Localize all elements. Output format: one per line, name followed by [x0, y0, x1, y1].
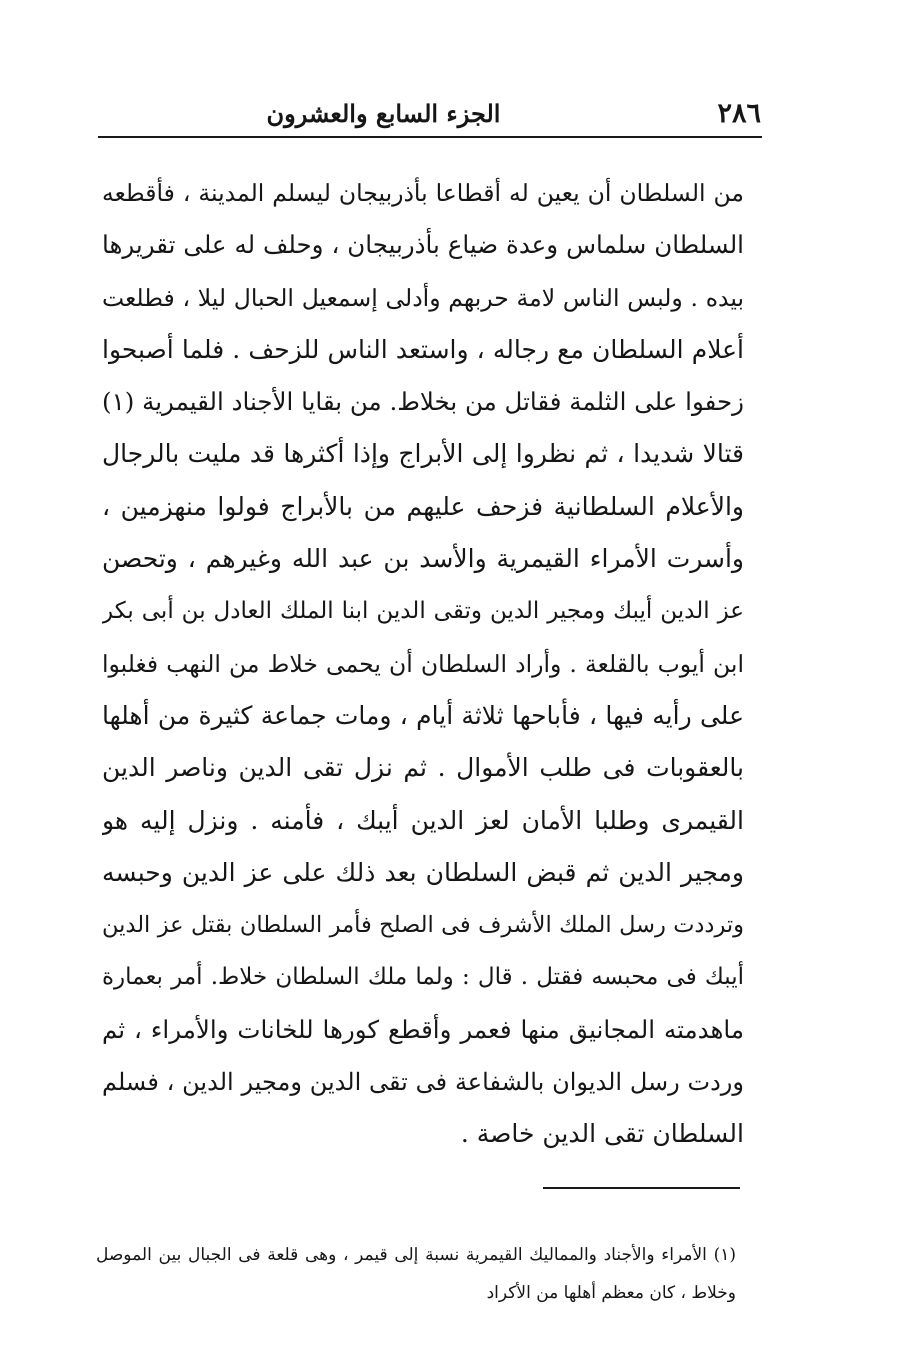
footnote — [96, 1236, 736, 1312]
text-line: عز الدين أيبك ومجير الدين وتقى الدين ابنا الملك العادل بن أبى بكر — [102, 598, 744, 625]
page-number: ٢٨٦ — [717, 98, 761, 129]
text-line: ابن أيوب بالقلعة . وأراد السلطان أن يحمى خلاط من النهب فغلبوا — [102, 649, 744, 678]
text-line: القيمرى وطلبا الأمان لعز الدين أيبك ، فأمنه . ونزل إليه هو — [102, 805, 744, 835]
text-line: السلطان تقى الدين خاصة . — [460, 1119, 744, 1149]
text-line: ماهدمته المجانيق منها فعمر وأقطع كورها للخانات والأمراء ، ثم — [102, 1014, 744, 1044]
text-line: بيده . ولبس الناس لامة حربهم وأدلى إسمعيل الحبال ليلا ، فطلعت — [102, 283, 744, 312]
text-line: من السلطان أن يعين له أقطاعا بأذربيجان ليسلم المدينة ، فأقطعه — [102, 179, 744, 207]
footnote-line: (١) الأمراء والأجناد والمماليك القيمرية نسبة إلى قيمر ، وهى قلعة فى الجبال بين الموصل — [96, 1245, 736, 1265]
text-line: قتالا شديدا ، ثم نظروا إلى الأبراج وإذا أكثرها قد مليت بالرجال — [102, 439, 744, 469]
text-line: أيبك فى محبسه فقتل . قال : ولما ملك السلطان خلاط. أمر بعمارة — [102, 964, 744, 991]
header-rule — [98, 136, 762, 138]
text-line: أعلام السلطان مع رجاله ، واستعد الناس للزحف . فلما أصبحوا — [102, 334, 744, 364]
main-text — [102, 167, 744, 1161]
text-line: والأعلام السلطانية فزحف عليهم من بالأبراج فولوا منهزمين ، — [102, 491, 744, 521]
text-line: وأسرت الأمراء القيمرية والأسد بن عبد الله وغيرهم ، وتحصن — [102, 544, 744, 574]
text-line: وردت رسل الديوان بالشفاعة فى تقى الدين ومجير الدين ، فسلم — [102, 1068, 744, 1097]
footnote-separator — [543, 1187, 740, 1189]
text-line: على رأيه فيها ، فأباحها ثلاثة أيام ، ومات جماعة كثيرة من أهلها — [102, 700, 744, 730]
text-line: وترددت رسل الملك الأشرف فى الصلح فأمر السلطان بقتل عز الدين — [102, 912, 744, 939]
text-line: السلطان سلماس وعدة ضياع بأذربيجان ، وحلف له على تقريرها — [102, 230, 744, 260]
text-line: زحفوا على الثلمة فقاتل من بخلاط. من بقايا الأجناد القيمرية (١) — [102, 387, 744, 417]
text-line: بالعقوبات فى طلب الأموال . ثم نزل تقى الدين وناصر الدين — [102, 753, 744, 783]
running-title: الجزء السابع والعشرون — [266, 99, 501, 128]
footnote-line: وخلاط ، كان معظم أهلها من الأكراد — [486, 1283, 736, 1303]
text-line: ومجير الدين ثم قبض السلطان بعد ذلك على عز الدين وحبسه — [102, 857, 744, 887]
page-header — [96, 94, 761, 134]
